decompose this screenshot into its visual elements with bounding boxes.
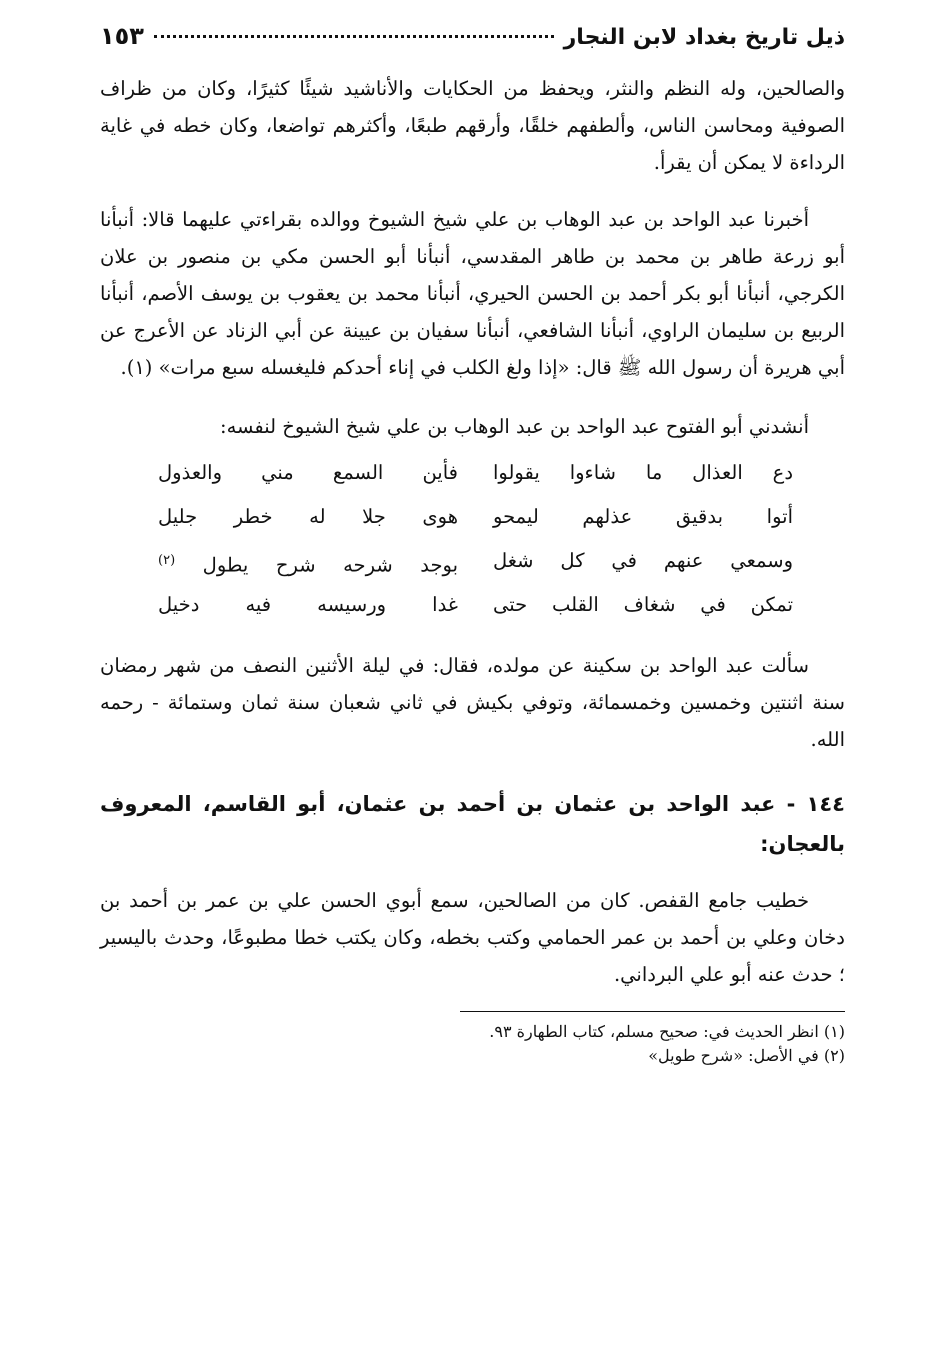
verse-first-hemistich: دع العذال ما شاءوا يقولوا [493,461,793,484]
entry-text: خطيب جامع القفص. كان من الصالحين، سمع أبوي الحسن علي بن عمر بن أحمد بن دخان وعلي بن أحمد بن عمر الحمامي وكتب بخطه، وكان يكتب خطا مطبوعًا، وحدث باليسير ؛ حدث عنه أبو علي البرداني. [100,889,845,986]
footnote-ref-1: (١). [120,356,153,379]
hemistich-text: بوجد شرحه شرح يطول [202,553,458,577]
running-title: ذيل تاريخ بغداد لابن النجار [563,25,845,50]
paragraph-hadith-chain [100,201,845,386]
book-page [100,22,845,1068]
hemistich-text: هوى جلا له خطر جليل [158,505,458,528]
verse-second-hemistich [158,539,458,583]
hadith-text: أخبرنا عبد الواحد بن عبد الوهاب بن علي شيخ الشيوخ ووالده بقراءتي عليهما قالا: أنبأنا أبو زرعة طاهر بن محمد بن طاهر المقدسي، أنبأنا أبو الحسن مكي بن منصور بن علان الكرجي، أنبأنا أبو بكر أحمد بن الحسن الحيري، أنبأنا محمد بن يعقوب بن يوسف الأصم، أنبأنا الربيع بن سليمان الراوي، أنبأنا الشافعي، أنبأنا سفيان بن عيينة عن أبي الزناد عن الأعرج عن أبي هريرة أن رسول الله ﷺ قال: «إذا ولغ الكلب في إناء أحدكم فليغسله سبع مرات» [100,208,845,379]
paragraph-continuation: والصالحين، وله النظم والنثر، ويحفظ من الحكايات والأناشيد شيئًا كثيرًا، وكان من ظراف الصوفية ومحاسن الناس، وألطفهم خلقًا، وأرقهم طبعًا، وأكثرهم تواضعا، وكان خطه في غاية الرداءة لا يمكن أن يقرأ. [100,77,845,174]
hemistich-text: فأين السمع مني والعذول [158,461,458,484]
poem [100,451,845,627]
poem-verse [158,451,793,495]
page-number: ١٥٣ [100,22,144,50]
entry-heading: ١٤٤ - عبد الواحد بن عثمان بن أحمد بن عثمان، أبو القاسم، المعروف بالعجان: [100,792,845,856]
verse-second-hemistich [158,583,458,627]
footnote-ref-2: (٢) [158,553,176,568]
footnote-2: (٢) في الأصل: «شرح طويل» [648,1046,845,1065]
footnote-divider [460,1011,845,1012]
verse-first-hemistich: أتوا بدقيق عذلهم ليمحو [493,505,793,528]
dotted-leader [154,35,554,38]
hemistich-text: غدا ورسيسه فيه دخيل [158,593,458,616]
poem-verse [158,495,793,539]
poem-verse [158,539,793,583]
page-header [100,22,845,70]
footnote-1: (١) انظر الحديث في: صحيح مسلم، كتاب الطهارة ٩٣. [489,1022,845,1041]
verse-second-hemistich [158,495,458,539]
verse-first-hemistich: وسمعي عنهم في كل شغل [493,549,793,572]
verse-second-hemistich [158,451,458,495]
paragraph-birth-death: سألت عبد الواحد بن سكينة عن مولده، فقال: في ليلة الأثنين النصف من شهر رمضان سنة اثنتين وخمسين وخمسمائة، وتوفي بكيش في ثاني شعبان سنة ثمان وستمائة - رحمه الله. [100,654,845,751]
verse-first-hemistich: تمكن في شغاف القلب حتى [493,593,793,616]
poem-introduction: أنشدني أبو الفتوح عبد الواحد بن عبد الوهاب بن علي شيخ الشيوخ لنفسه: [220,415,809,438]
poem-verse [158,583,793,627]
